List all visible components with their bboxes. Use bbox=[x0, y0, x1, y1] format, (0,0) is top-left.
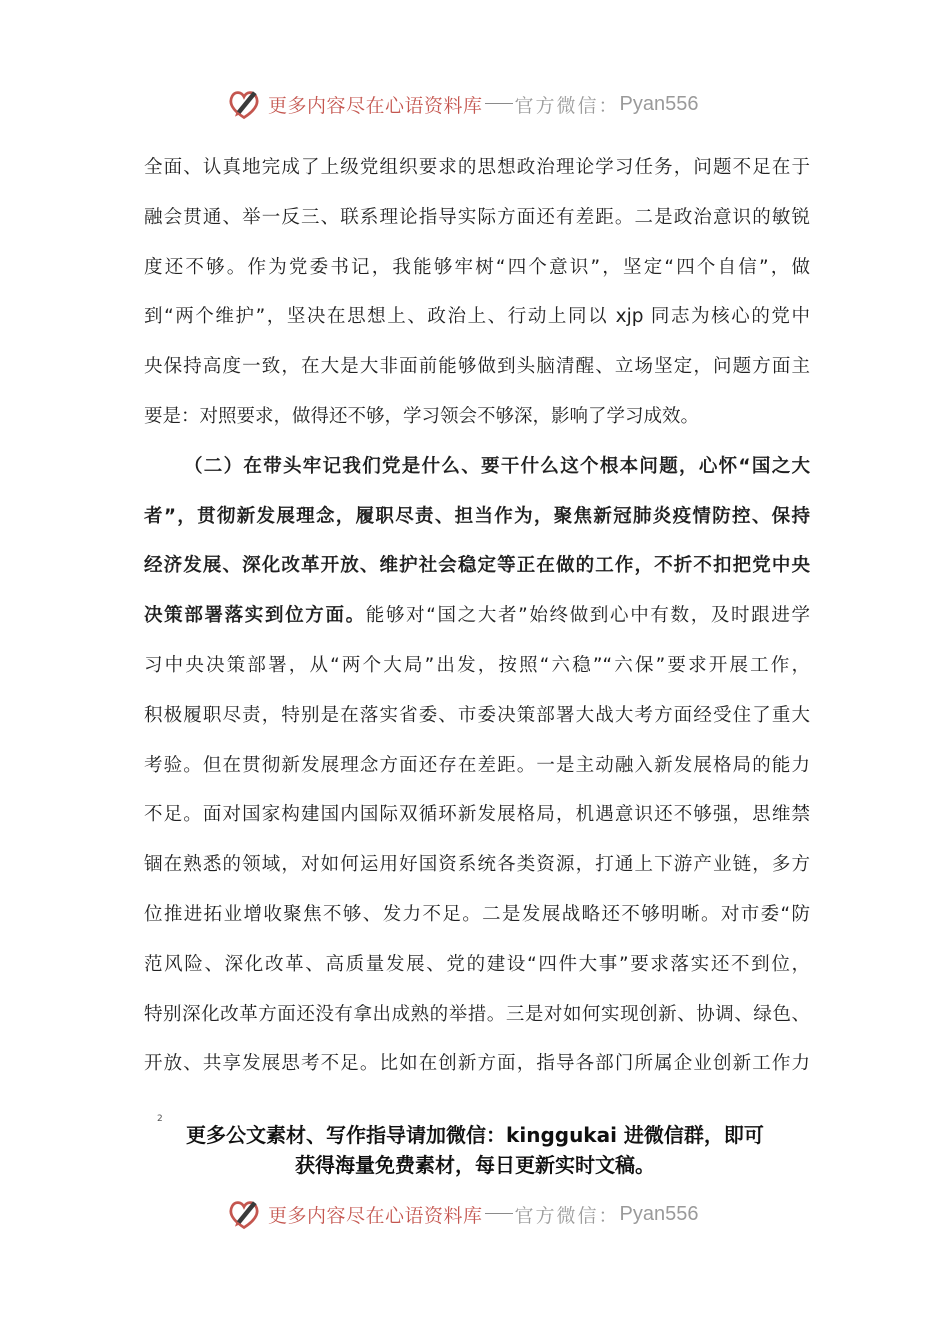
text-line: 不足。面对国家构建国内国际双循环新发展格局，机遇意识还不够强，思维禁 bbox=[144, 804, 810, 826]
banner-wechat-id: Pyan556 bbox=[619, 1202, 699, 1225]
banner-wechat-id: Pyan556 bbox=[619, 92, 699, 115]
document-body bbox=[144, 143, 810, 1089]
pen-heart-logo-icon bbox=[226, 1196, 262, 1232]
bottom-banner bbox=[226, 1194, 699, 1234]
banner-divider bbox=[485, 1213, 513, 1214]
text-line: 积极履职尽责，特别是在落实省委、市委决策部署大战大考方面经受住了重大 bbox=[144, 704, 810, 726]
text-line: 融会贯通、举一反三、联系理论指导实际方面还有差距。二是政治意识的敏锐 bbox=[144, 206, 810, 228]
text-line: 开放、共享发展思考不足。比如在创新方面，指导各部门所属企业创新工作力 bbox=[144, 1053, 810, 1075]
heading-line: 经济发展、深化改革开放、维护社会稳定等正在做的工作，不折不扣把党中央 bbox=[144, 555, 810, 577]
pen-heart-logo-icon bbox=[226, 86, 262, 122]
banner-divider bbox=[485, 103, 513, 104]
text-line: 考验。但在贯彻新发展理念方面还存在差距。一是主动融入新发展格局的能力 bbox=[144, 754, 810, 776]
top-banner bbox=[226, 84, 699, 124]
banner-wechat-label: 官方微信： bbox=[514, 94, 620, 117]
heading-line: 者”，贯彻新发展理念，履职尽责、担当作为，聚焦新冠肺炎疫情防控、保持 bbox=[144, 505, 810, 527]
footer-ad-line-2: 获得海量免费素材，每日更新实时文稿。 bbox=[295, 1153, 655, 1177]
banner-slogan: 更多内容尽在心语资料库 bbox=[268, 94, 483, 117]
text-line: 范风险、深化改革、高质量发展、党的建设“四件大事”要求落实还不到位， bbox=[144, 953, 810, 975]
page-number: 2 bbox=[157, 1114, 163, 1124]
banner-wechat-label: 官方微信： bbox=[514, 1204, 620, 1227]
heading-line: （二）在带头牢记我们党是什么、要干什么这个根本问题，心怀“国之大 bbox=[184, 455, 810, 477]
text-line: 到“两个维护”，坚决在思想上、政治上、行动上同以 xjp 同志为核心的党中 bbox=[144, 306, 810, 328]
footer-ad-line-1: 更多公文素材、写作指导请加微信：kinggukai 进微信群，即可 bbox=[186, 1123, 764, 1147]
text-line: 位推进拓业增收聚焦不够、发力不足。二是发展战略还不够明晰。对市委“防 bbox=[144, 903, 810, 925]
text-line: 央保持高度一致，在大是大非面前能够做到头脑清醒、立场坚定，问题方面主 bbox=[144, 356, 810, 378]
text-line: 决策部署落实到位方面。能够对“国之大者”始终做到心中有数，及时跟进学 bbox=[144, 605, 810, 627]
text-line: 全面、认真地完成了上级党组织要求的思想政治理论学习任务，问题不足在于 bbox=[144, 157, 810, 178]
banner-slogan: 更多内容尽在心语资料库 bbox=[268, 1204, 483, 1227]
text-line: 习中央决策部署，从“两个大局”出发，按照“六稳”“六保”要求开展工作， bbox=[144, 654, 810, 676]
text-line: 度还不够。作为党委书记，我能够牢树“四个意识”，坚定“四个自信”，做 bbox=[144, 256, 810, 278]
text-line: 特别深化改革方面还没有拿出成熟的举措。三是对如何实现创新、协调、绿色、 bbox=[144, 1003, 810, 1025]
text-line: 锢在熟悉的领域，对如何运用好国资系统各类资源，打通上下游产业链，多方 bbox=[144, 854, 810, 876]
text-line: 要是：对照要求，做得还不够，学习领会不够深，影响了学习成效。 bbox=[144, 405, 700, 427]
